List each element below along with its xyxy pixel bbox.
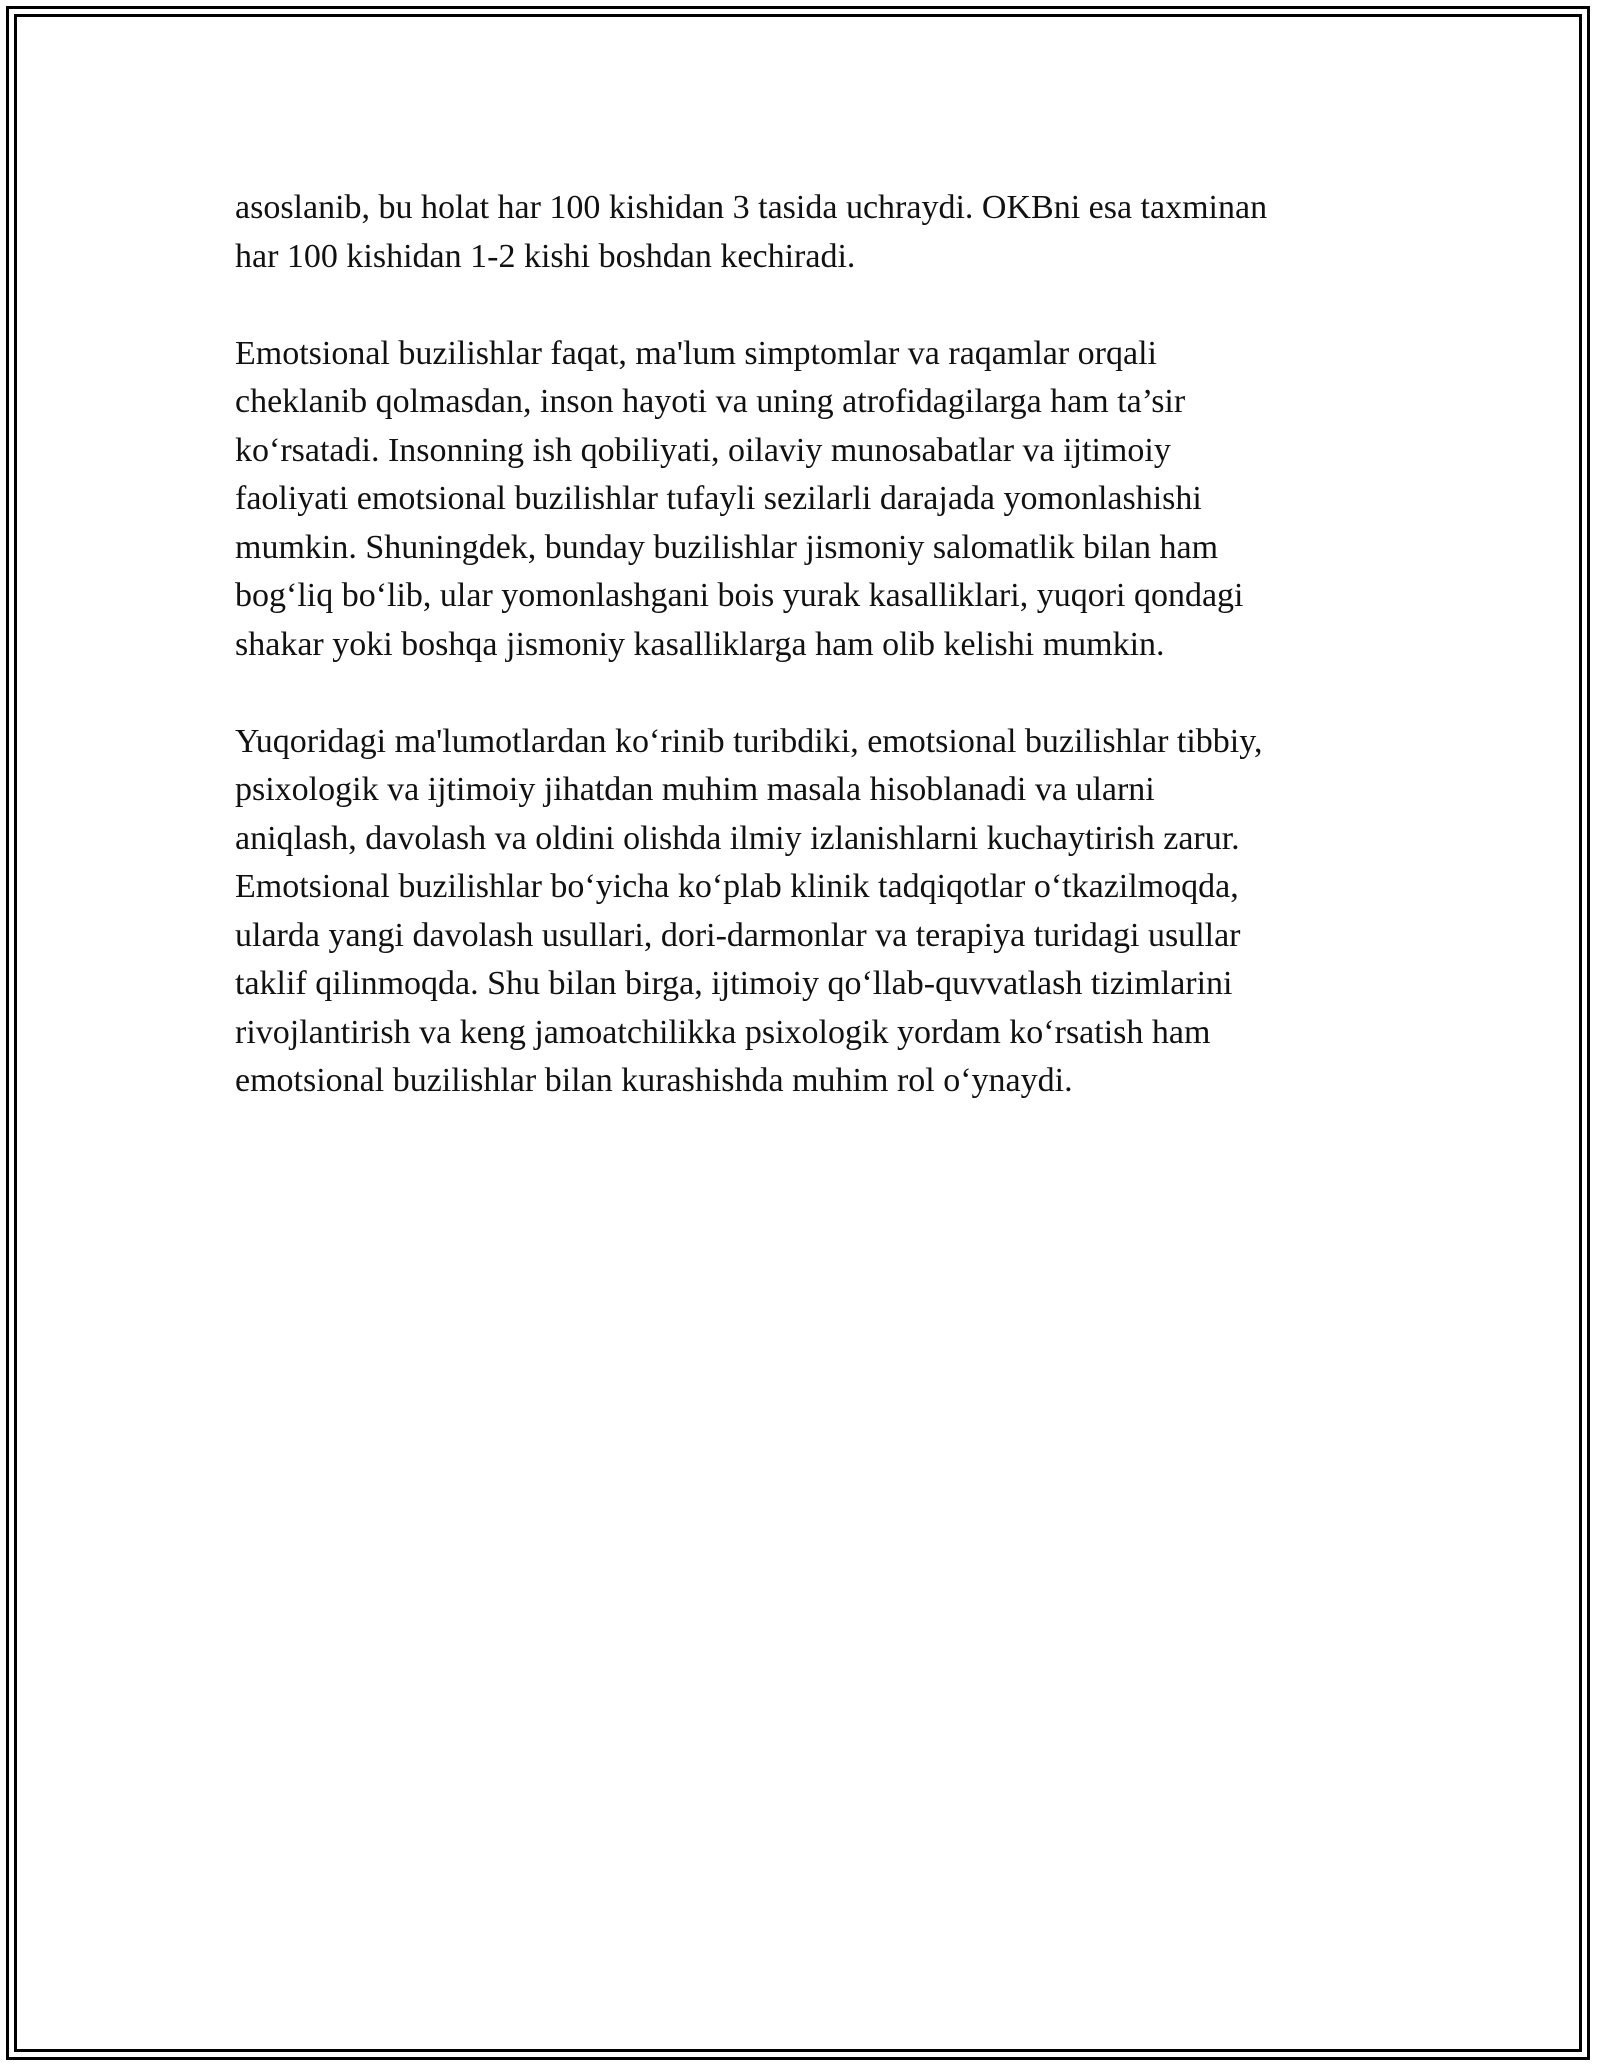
paragraph-1: asoslanib, bu holat har 100 kishidan 3 tasida uchraydi. OKBni esa taxminan har 100 kishidan 1-2 kishi boshdan kechiradi. xyxy=(235,189,1268,275)
paragraph-3: Yuqoridagi ma'lumotlardan ko‘rinib turibdiki, emotsional buzilishlar tibbiy, psixologik va ijtimoiy jihatdan muhim masala hisoblanadi va ularni aniqlash, davolash va oldini olishda ilmiy izlanishlarni kuchaytirish zarur. Emotsional buzilishlar bo‘yicha ko‘plab klinik tadqiqotlar o‘tkazilmoqda, ularda yangi davolash usullari, dori-darmonlar va terapiya turidagi usullar taklif qilinmoqda. Shu bilan birga, ijtimoiy qo‘llab-quvvatlash tizimlarini rivojlantirish va keng jamoatchilikka psixologik yordam ko‘rsatish ham emotsional buzilishlar bilan kurashishda muhim rol o‘ynaydi. xyxy=(235,722,1263,1099)
paragraph-2: Emotsional buzilishlar faqat, ma'lum simptomlar va raqamlar orqali cheklanib qolmasdan, inson hayoti va uning atrofidagilarga ham ta’sir ko‘rsatadi. Insonning ish qobiliyati, oilaviy munosabatlar va ijtimoiy faoliyati emotsional buzilishlar tufayli sezilarli darajada yomonlashishi mumkin. Shuningdek, bunday buzilishlar jismoniy salomatlik bilan ham bog‘liq bo‘lib, ular yomonlashgani bois yurak kasalliklari, yuqori qondagi shakar yoki boshqa jismoniy kasalliklarga ham olib kelishi mumkin. xyxy=(235,334,1244,663)
document-body xyxy=(235,184,1385,1154)
